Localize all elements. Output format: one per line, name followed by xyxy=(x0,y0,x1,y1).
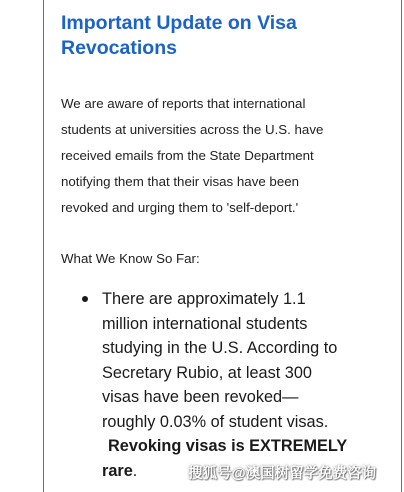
bullet-period: . xyxy=(132,461,138,480)
bullet-line: visas have been revoked— xyxy=(102,388,299,406)
section-subheading: What We Know So Far: xyxy=(61,251,200,266)
bullet-line: million international students xyxy=(102,314,308,333)
bullet-list xyxy=(82,287,382,483)
intro-paragraph xyxy=(61,91,371,221)
bullet-dot-icon xyxy=(82,296,88,302)
bullet-emphasis-line: Revoking visas is EXTREMELY xyxy=(108,437,348,455)
intro-line: students at universities across the U.S. have xyxy=(61,122,324,137)
intro-line: revoked and urging them to 'self-deport.' xyxy=(61,200,299,215)
bullet-line: There are approximately 1.1 xyxy=(102,290,306,308)
bullet-line: roughly 0.03% of student visas. xyxy=(102,412,329,431)
page-title: Important Update on Visa Revocations xyxy=(61,12,297,59)
watermark-text: 搜狐号@澳国树留学免费咨询 xyxy=(188,466,377,482)
bullet-emphasis-word: rare xyxy=(102,461,133,480)
intro-line: received emails from the State Department xyxy=(61,148,314,163)
intro-line: notifying them that their visas have been xyxy=(61,174,300,189)
list-item xyxy=(82,287,382,483)
bullet-line: Secretary Rubio, at least 300 xyxy=(102,363,312,382)
intro-line: We are aware of reports that international xyxy=(61,96,306,111)
bullet-line: studying in the U.S. According to xyxy=(102,339,338,357)
